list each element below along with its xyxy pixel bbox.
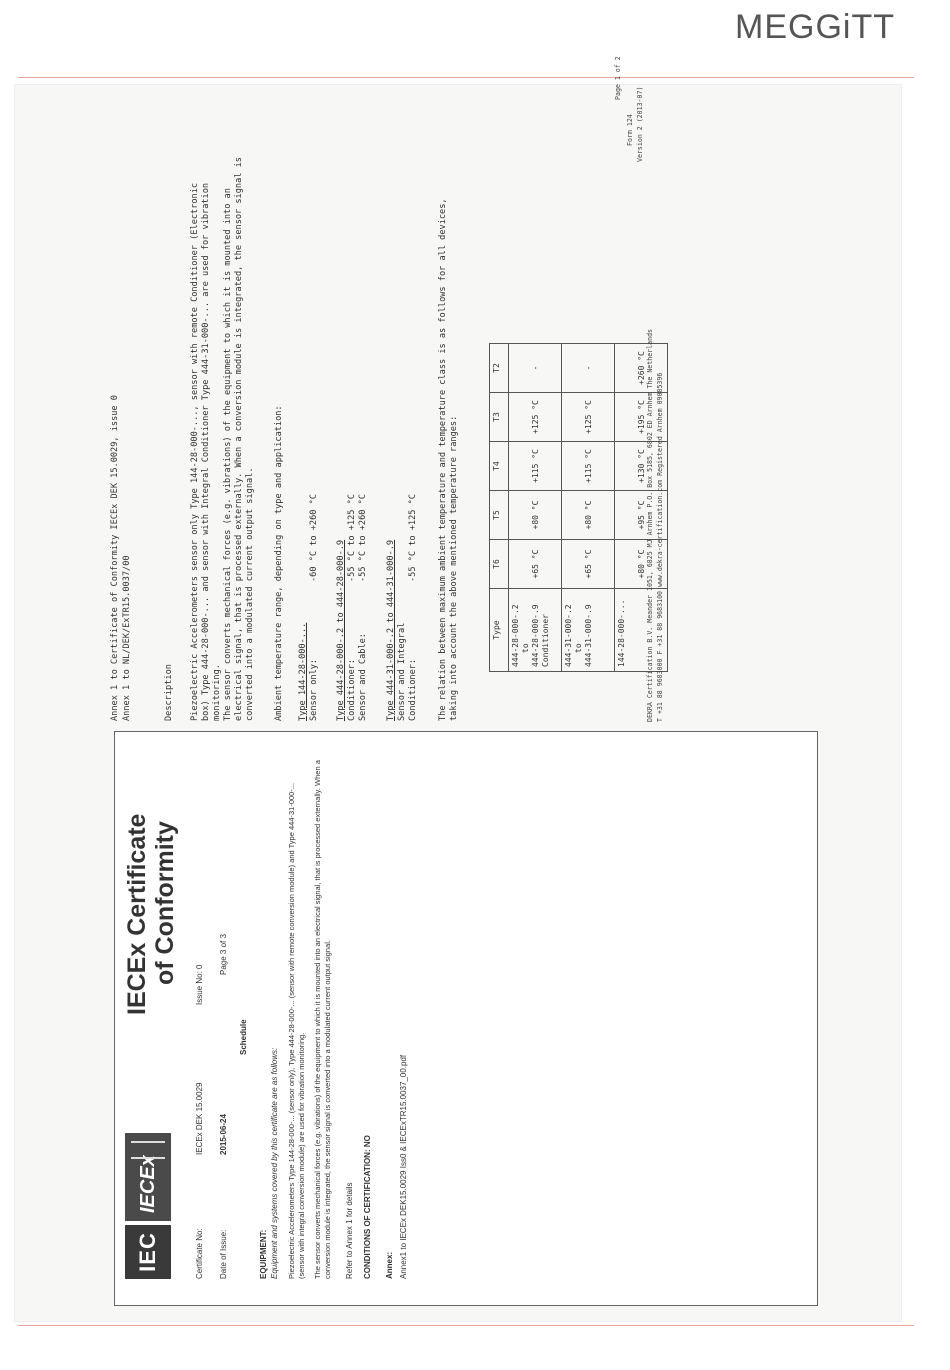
dekra-annex-page	[14, 84, 902, 722]
form-number: Form 124	[626, 114, 634, 146]
table-header: Type	[490, 589, 509, 672]
table-row	[562, 344, 615, 672]
table-cell: -	[509, 344, 562, 393]
type-line: 144-28-000-...	[617, 599, 626, 667]
type-line: to	[521, 643, 530, 653]
conditions-of-certification: CONDITIONS OF CERTIFICATION: NO	[363, 1135, 372, 1279]
table-header: T2	[490, 344, 509, 393]
type-line: Conditioner	[541, 614, 550, 667]
table-cell: +115 °C	[509, 442, 562, 491]
desc-line-2: box) Type 444-28-000-... and sensor with Integral Conditioner Type 444-31-000-... are used for vibration	[201, 182, 211, 721]
table-cell: +65 °C	[562, 540, 615, 589]
type1-heading: Type 144-28-000-...	[298, 622, 308, 721]
table-cell: +95 °C	[615, 491, 668, 540]
type3-label-1: Sensor and Integral	[397, 622, 407, 721]
type3-label-2: Conditioner:	[408, 658, 418, 721]
relation-line-1: The relation between maximum ambient temperature and temperature class is as follows for all devices,	[438, 198, 448, 721]
certificate-frame	[114, 731, 818, 1306]
relation-line-2: taking into account the above mentioned temperature ranges:	[449, 415, 459, 721]
footer-contact: T +31 88 9683000 F +31 88 9683100 www.dekra-certification.com Registered Arnhem 09085396	[656, 372, 664, 722]
desc-line-6: converted into a modulated current output signal.	[245, 467, 255, 721]
desc-line-3: monitoring.	[212, 664, 222, 721]
date-label: Date of Issue:	[219, 1229, 228, 1279]
schedule-heading: Schedule	[239, 1019, 248, 1055]
table-header: T6	[490, 540, 509, 589]
desc-line-4: The sensor converts mechanical forces (e.g. vibrations) of the equipment to which it is mounted into an	[223, 188, 233, 721]
form-version: Version 2 (2013-07)	[636, 86, 644, 162]
page-indicator: Page 1 of 2	[614, 56, 622, 100]
type3-value: -55 °C to +125 °C	[408, 494, 418, 582]
cert-no-value: IECEx DEK 15.0029	[195, 1082, 204, 1155]
temperature-class-table	[489, 343, 668, 672]
description-heading: Description	[164, 664, 174, 721]
meggitt-logo: MEGGiTT	[735, 8, 895, 46]
table-cell: +260 °C	[615, 344, 668, 393]
table-header-row	[490, 344, 509, 672]
type1-value: -60 °C to +260 °C	[309, 494, 319, 582]
equipment-intro: Equipment and systems covered by this certificate are as follows:	[270, 1047, 279, 1279]
rotated-content	[14, 56, 902, 1322]
desc-line-1: Piezoelectric Accelerometers sensor only Type 144-28-000-..., sensor with remote Conditioner (Electronic	[190, 182, 200, 721]
annex-title-1: Annex 1 to Certificate of Conformity IECEx DEK 15.0029, issue 0	[110, 395, 120, 721]
type2-conditioner-label: Conditioner:	[347, 658, 357, 721]
equipment-description-2: The sensor converts mechanical forces (e.g. vibrations) of the equipment to which it is mounted into an electrical signal, that is processed externally. When a conversion module is integrated, the sensor signal is converted into a modulated current output signal.	[313, 760, 332, 1279]
page-number: Page 3 of 3	[219, 934, 228, 975]
equipment-description: Piezoelectric Accelerometers Type 144-28-000-... (sensor only), Type 444-28-000-... (sensor with remote conversion module) and Type 444-31-000-... (sensor with integral conversion module) are used for vibration monitoring.	[287, 782, 306, 1279]
table-header: T5	[490, 491, 509, 540]
footer-divider	[18, 1325, 914, 1326]
certificate-title: IECEx Certificate	[123, 813, 151, 1015]
cert-no-label: Certificate No:	[195, 1228, 204, 1279]
annex-heading: Annex:	[385, 1251, 394, 1279]
type-line: 444-28-000-.2	[511, 604, 520, 667]
table-cell: +80 °C	[615, 540, 668, 589]
footer-address: DEKRA Certification B.V. Meander 1051, 6825 MJ Arnhem P.O. Box 5185, 6802 ED Arnhem The Netherlands	[646, 328, 654, 722]
type-line: 444-28-000-.9	[531, 604, 540, 667]
table-cell: +195 °C	[615, 393, 668, 442]
iecex-certificate-page	[14, 722, 902, 1322]
certificate-subtitle: of Conformity	[151, 821, 179, 985]
date-value: 2015-06-24	[219, 1114, 228, 1155]
table-cell: -	[562, 344, 615, 393]
type-line: 444-31-000-.9	[584, 604, 593, 667]
iec-logo: IEC	[125, 1225, 171, 1279]
type-line: to	[574, 643, 583, 653]
annex-file-link: Annex1 to IECEx DEK15.0029 Iss0 & IECExTR15.0037_00.pdf	[399, 1054, 408, 1279]
table-cell: +65 °C	[509, 540, 562, 589]
type2-cable-label: Sensor and Cable:	[358, 633, 368, 721]
type2-heading: Type 444-28-000-.2 to 444-28-000-.9	[336, 539, 346, 721]
ambient-heading: Ambient temperature range, depending on type and application:	[274, 405, 284, 721]
table-cell: +80 °C	[562, 491, 615, 540]
table-cell: +115 °C	[562, 442, 615, 491]
table-cell: +80 °C	[509, 491, 562, 540]
table-cell: +125 °C	[562, 393, 615, 442]
issue-no: Issue No: 0	[195, 964, 204, 1005]
table-cell-type	[509, 589, 562, 672]
table-cell: +130 °C	[615, 442, 668, 491]
table-row	[509, 344, 562, 672]
table-cell: +125 °C	[509, 393, 562, 442]
refer-annex: Refer to Annex 1 for details	[345, 1182, 354, 1279]
annex-title-2: Annex 1 to NL/DEK/ExTR15.0037/00	[122, 555, 132, 721]
header-divider	[18, 77, 914, 78]
type2-cable-value: -55 °C to +260 °C	[358, 494, 368, 582]
table-header: T3	[490, 393, 509, 442]
type2-conditioner-value: -55 °C to +125 °C	[347, 494, 357, 582]
table-cell-type	[562, 589, 615, 672]
scanned-page	[14, 56, 902, 1322]
type-line: 444-31-000-.2	[564, 604, 573, 667]
equipment-heading: EQUIPMENT:	[259, 1229, 268, 1279]
type3-heading: Type 444-31-000-.2 to 444-31-000-.9	[386, 539, 396, 721]
desc-line-5: electrical signal, that is processed externally. When a conversion module is integrated, the sensor signal is	[234, 157, 244, 721]
table-header: T4	[490, 442, 509, 491]
iecex-logo: IECEx	[125, 1133, 171, 1221]
type1-label: Sensor only:	[309, 658, 319, 721]
